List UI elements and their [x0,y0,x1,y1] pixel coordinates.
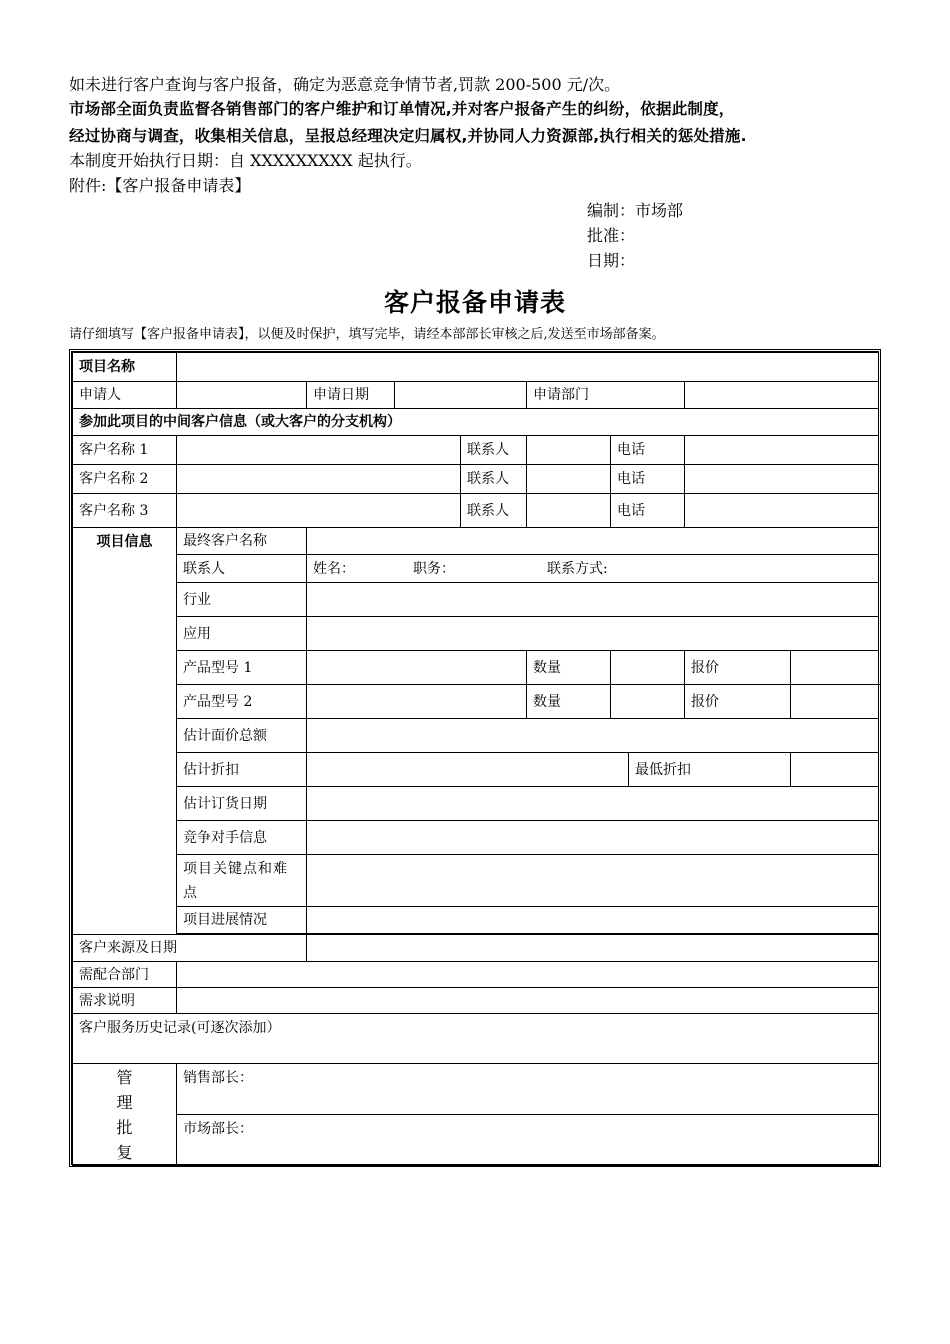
product-model-field[interactable] [307,651,527,685]
product-model-label: 产品型号 2 [177,685,307,719]
contact-person-label: 联系人 [177,555,307,583]
report-form [69,349,881,1167]
position-label: 职务： [413,560,455,577]
client-name-label: 客户名称 2 [73,465,177,494]
client-phone-label: 电话 [611,465,685,494]
product-model-field[interactable] [307,685,527,719]
est-discount-label: 估计折扣 [177,753,307,787]
client-name-field[interactable] [177,436,461,465]
market-head-field[interactable] [177,1115,879,1166]
market-head-label: 市场部长： [183,1121,253,1137]
est-total-label: 估计面价总额 [177,719,307,753]
progress-field[interactable] [307,907,879,934]
client-source-label: 客户来源及日期 [73,935,307,962]
applicant-label: 申请人 [73,382,177,409]
client-contact-label: 联系人 [461,465,527,494]
application-label: 应用 [177,617,307,651]
mgmt-char: 理 [116,1092,133,1112]
coop-dept-field[interactable] [177,962,879,988]
client-name-label: 客户名称 1 [73,436,177,465]
intermediate-client-header: 参加此项目的中间客户信息（或大客户的分支机构） [73,409,879,436]
quantity-label: 数量 [527,685,611,719]
key-points-field[interactable] [307,855,879,907]
client-phone-field[interactable] [685,494,879,528]
client-name-field[interactable] [177,465,461,494]
client-contact-field[interactable] [527,494,611,528]
quantity-field[interactable] [611,651,685,685]
quantity-field[interactable] [611,685,685,719]
project-name-label: 项目名称 [73,353,177,382]
project-info-label: 项目信息 [73,528,177,935]
apply-dept-field[interactable] [685,382,879,409]
client-phone-label: 电话 [611,494,685,528]
mgmt-char: 批 [116,1117,133,1137]
client-contact-label: 联系人 [461,436,527,465]
apply-dept-label: 申请部门 [527,382,685,409]
competitor-label: 竞争对手信息 [177,821,307,855]
intro-line-4: 本制度开始执行日期：自 XXXXXXXXX 起执行。 [69,151,422,170]
client-source-field[interactable] [307,935,879,962]
est-order-date-field[interactable] [307,787,879,821]
requirements-field[interactable] [177,988,879,1014]
sales-head-field[interactable] [177,1064,879,1115]
end-client-label: 最终客户名称 [177,528,307,555]
client-contact-label: 联系人 [461,494,527,528]
coop-dept-label: 需配合部门 [73,962,177,988]
client-name-label: 客户名称 3 [73,494,177,528]
key-points-label: 项目关键点和难点 [177,855,307,907]
management-approval-label [73,1064,177,1166]
application-field[interactable] [307,617,879,651]
product-model-label: 产品型号 1 [177,651,307,685]
requirements-label: 需求说明 [73,988,177,1014]
name-label: 姓名： [313,560,355,577]
est-order-date-label: 估计订货日期 [177,787,307,821]
contact-person-field[interactable] [307,555,879,583]
applicant-field[interactable] [177,382,307,409]
intro-line-2: 市场部全面负责监督各销售部门的客户维护和订单情况,并对客户报备产生的纠纷，依据此制度， [69,100,735,118]
progress-label: 项目进展情况 [177,907,307,934]
est-discount-field[interactable] [307,753,629,787]
industry-field[interactable] [307,583,879,617]
client-phone-field[interactable] [685,465,879,494]
quantity-label: 数量 [527,651,611,685]
client-contact-field[interactable] [527,436,611,465]
client-contact-field[interactable] [527,465,611,494]
apply-date-field[interactable] [395,382,527,409]
competitor-field[interactable] [307,821,879,855]
intro-line-5: 附件:【客户报备申请表】 [69,176,251,195]
contact-method-label: 联系方式: [547,560,608,577]
end-client-field[interactable] [307,528,879,555]
min-discount-field[interactable] [791,753,879,787]
mgmt-char: 管 [116,1067,133,1087]
form-instructions: 请仔细填写【客户报备申请表】，以便及时保护，填写完毕，请经本部部长审核之后,发送至市场部备案。 [69,327,665,342]
form-title: 客户报备申请表 [383,288,566,317]
sales-head-label: 销售部长： [183,1070,253,1086]
client-phone-label: 电话 [611,436,685,465]
sign-editor: 编制：市场部 [587,201,684,220]
service-history-label: 客户服务历史记录(可逐次添加） [79,1020,281,1036]
client-phone-field[interactable] [685,436,879,465]
sign-date: 日期： [587,251,636,270]
price-label: 报价 [685,651,791,685]
project-name-field[interactable] [177,353,879,382]
industry-label: 行业 [177,583,307,617]
apply-date-label: 申请日期 [307,382,395,409]
min-discount-label: 最低折扣 [629,753,791,787]
mgmt-char: 复 [116,1142,133,1162]
price-field[interactable] [791,651,879,685]
service-history-field[interactable] [73,1014,879,1064]
intro-line-1: 如未进行客户查询与客户报备，确定为恶意竞争情节者,罚款 200-500 元/次。 [69,75,621,94]
client-name-field[interactable] [177,494,461,528]
report-form-table [72,352,879,1166]
sign-approve: 批准： [587,226,636,245]
intro-line-3: 经过协商与调查，收集相关信息，呈报总经理决定归属权,并协同人力资源部,执行相关的惩处措施. [69,127,747,145]
price-field[interactable] [791,685,879,719]
est-total-field[interactable] [307,719,879,753]
price-label: 报价 [685,685,791,719]
